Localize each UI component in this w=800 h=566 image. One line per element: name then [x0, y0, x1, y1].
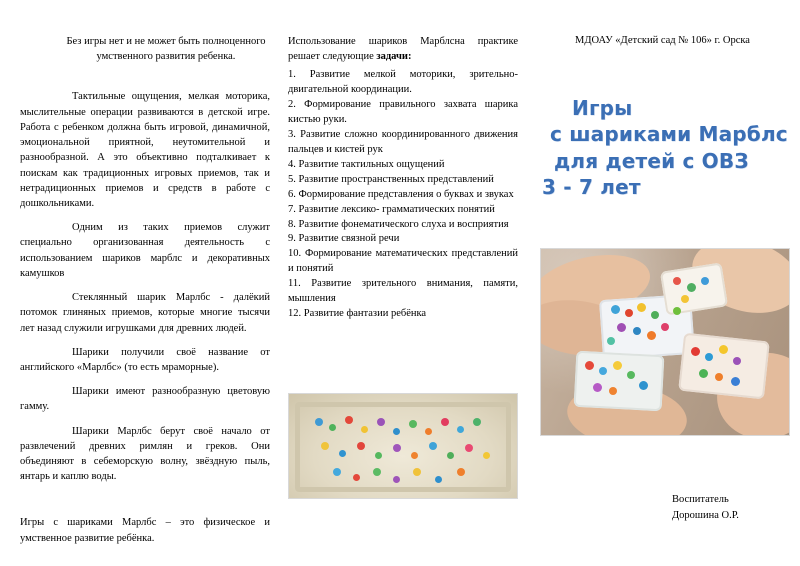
epigraph: Без игры нет и не может быть полноценного умственного развития ребенка. [66, 36, 266, 63]
title-line-1: Игры [572, 96, 633, 120]
task-item: 3. Развитие сложно координированного движения пальцев и кистей рук [288, 129, 518, 155]
signature-name: Дорошина О.Р. [672, 509, 739, 521]
marble [673, 307, 681, 315]
photo-sand-tray-with-marbles [288, 393, 518, 499]
brochure-title [540, 95, 790, 227]
marble [435, 476, 442, 483]
marble [373, 468, 381, 476]
task-item: 10. Формирование математических представлений и понятий [288, 248, 518, 275]
task-item: 5. Развитие пространственных представлений [288, 173, 494, 185]
marble [651, 311, 659, 319]
marble [731, 377, 740, 386]
marble [473, 418, 481, 426]
paragraph-closing: Игры с шариками Марлбс – это физическое и умственное развитие ребёнка. [20, 517, 270, 544]
title-line-2: с шариками Марблс [550, 122, 788, 147]
right-column [540, 34, 785, 55]
marble [691, 347, 700, 356]
marble [625, 309, 633, 317]
marble [457, 426, 464, 433]
marble [411, 452, 418, 459]
marble [333, 468, 341, 476]
marble [393, 476, 400, 483]
plate-shape [574, 351, 665, 412]
task-item: 1. Развитие мелкой моторики, зрительно-двигательной координации. [288, 69, 518, 96]
marble [483, 452, 490, 459]
marble [715, 373, 723, 381]
marble [353, 474, 360, 481]
marble [681, 295, 689, 303]
marble [413, 468, 421, 476]
marble [627, 371, 635, 379]
marble [705, 353, 713, 361]
marble [429, 442, 437, 450]
photo-hands-with-marbles [540, 248, 790, 436]
marble [465, 444, 473, 452]
marble [457, 468, 465, 476]
paragraph-tactile-skills: Тактильные ощущения, мелкая моторика, мыслительные операции развиваются в детской игре. Работа с ребенком должна быть игровой, динамичной, эмоциональной приятной, неутомительной и разнообразной. А это объективно подталкивает к поискам как традиционных игровых приемов, так и нетрадиционных приемов и средств в работе с дошкольниками. [20, 91, 270, 209]
marble [447, 452, 454, 459]
marble [609, 387, 617, 395]
marble [361, 426, 368, 433]
marble [719, 345, 728, 354]
title-line-4: 3 - 7 лет [542, 175, 641, 200]
plate-shape [678, 333, 770, 400]
marble [613, 361, 622, 370]
paragraph-marbles-history: Стеклянный шарик Марлбс - далёкий потомок глиняных приемов, которые многие тысячи лет назад служили игрушками для древних людей. [20, 292, 270, 334]
marble [733, 357, 741, 365]
marble [599, 367, 607, 375]
marble [639, 381, 648, 390]
task-item: 11. Развитие зрительного внимания, памяти, мышления [288, 278, 518, 305]
title-line-3: для детей с ОВЗ [554, 148, 749, 173]
task-item: 12. Развитие фантазии ребёнка [288, 307, 427, 319]
tasks-intro [288, 34, 518, 64]
marble [409, 420, 417, 428]
marble [647, 331, 656, 340]
middle-column [288, 34, 518, 322]
marble [345, 416, 353, 424]
marble [593, 383, 602, 392]
paragraph-marbles-method: Одним из таких приемов служит специально организованная деятельность с использованием шариков марблс и декоративных камушков [20, 222, 270, 279]
task-item: 2. Формирование правильного захвата шарика кистью руки. [288, 99, 518, 126]
marble [441, 418, 449, 426]
marble [633, 327, 641, 335]
marble [687, 283, 696, 292]
marble [585, 361, 594, 370]
marble [377, 418, 385, 426]
marble [637, 303, 646, 312]
task-item: 8. Развитие фонематического слуха и восприятия [288, 218, 509, 230]
signature-block [672, 492, 739, 524]
marble [339, 450, 346, 457]
marble [699, 369, 708, 378]
organization-name: МДОАУ «Детский сад № 106» г. Орска [575, 35, 750, 46]
marble [357, 442, 365, 450]
marble [617, 323, 626, 332]
paragraph-marbles-origin: Шарики Марлбс берут своё начало от развлечений древних римлян и греков. Они объединяют в себеморскую волну, звёздную пыль, янтарь и каплю воды. [20, 425, 270, 483]
marble [701, 277, 709, 285]
marble [425, 428, 432, 435]
tasks-intro-text: Использование шариков Марблсна практике решает следующие [288, 36, 518, 63]
marble [321, 442, 329, 450]
task-item: 7. Развитие лексико- грамматических понятий [288, 203, 495, 215]
marble [661, 323, 669, 331]
marble [611, 305, 620, 314]
marble [607, 337, 615, 345]
marble [673, 277, 681, 285]
marble [375, 452, 382, 459]
task-item: 9. Развитие связной речи [288, 233, 400, 245]
marble [315, 418, 323, 426]
left-column [20, 34, 270, 555]
task-item: 4. Развитие тактильных ощущений [288, 158, 445, 170]
marble [393, 428, 400, 435]
tasks-intro-bold: задачи: [376, 51, 412, 63]
marble [329, 424, 336, 431]
marble [393, 444, 401, 452]
signature-role: Воспитатель [672, 494, 729, 505]
paragraph-marbles-name: Шарики получили своё название от английского «Марлбс» (то есть мраморные). [20, 346, 270, 373]
task-item: 6. Формирование представления о буквах и звуках [288, 188, 514, 200]
paragraph-marbles-colors: Шарики имеют разнообразную цветовую гамму. [20, 386, 270, 413]
